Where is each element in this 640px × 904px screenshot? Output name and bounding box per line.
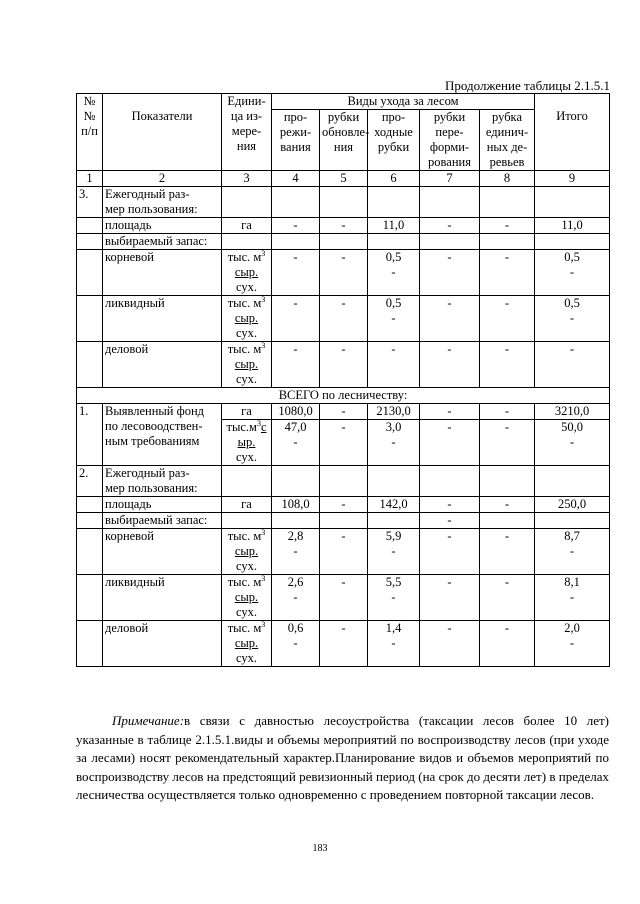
total-forestry-row: ВСЕГО по лесничеству: — [77, 388, 610, 404]
unit-cubic: тыс. $м^3$ сыр. сух. — [222, 529, 272, 575]
header-col5: рубки обновле- ния — [320, 110, 368, 171]
note-label: Примечание: — [112, 713, 185, 728]
header-row — [77, 94, 610, 110]
header-unit: Едини- ца из- мере- ния — [222, 94, 272, 171]
table-row: 1. Выявленный фонд по лесовоодствен- ным требованиям га 1080,0 - 2130,0 - - 3210,0 — [77, 404, 610, 420]
table-row: выбираемый запас: - — [77, 513, 610, 529]
table-row: ликвидный тыс. $м^3$ сыр. сух. 2,6 - - 5,5 - - - 8,1 - — [77, 575, 610, 621]
unit-cubic: тыс. $м^3$ сыр. сух. — [222, 296, 272, 342]
unit-cubic: тыс. $м^3$ сыр. сух. — [222, 621, 272, 667]
table-row: деловой тыс. $м^3$ сыр. сух. - - - - - - — [77, 342, 610, 388]
table-row: 3. Ежегодный раз- мер пользования: — [77, 187, 610, 218]
note-text: в связи с давностью лесоустройства (таксации лесов более 10 лет) указанные в таблице 2.1.5.1.виды и объемы мероприятий по воспроизводству лесов (при уходе за лесами) носят рекомендательный характер.Планирование видов и объемов мероприятий по воспроизводству лесов на предстоящий ревизионный период (на срок до десяти лет) в пределах лесничества осуществляется только одновременно с проведением повторной таксации лесов. — [76, 713, 609, 802]
table-row: ликвидный тыс. $м^3$ сыр. сух. - - 0,5 - - - 0,5 - — [77, 296, 610, 342]
table-row: 2. Ежегодный раз- мер пользования: — [77, 466, 610, 497]
header-col7: рубки пере- форми- рования — [420, 110, 480, 171]
table-note — [76, 712, 609, 805]
table-row: $тыс.м^3с$ ыр. сух. 47,0 - - 3,0 - - - 50,0 - — [77, 420, 610, 466]
table-row: корневой тыс. $м^3$ сыр. сух. - - 0,5 - - - 0,5 - — [77, 250, 610, 296]
table-row: выбираемый запас: — [77, 234, 610, 250]
unit-cubic-compact: $тыс.м^3с$ ыр. сух. — [222, 420, 272, 466]
unit-cubic: тыс. $м^3$ сыр. сух. — [222, 342, 272, 388]
page-number: 183 — [312, 843, 328, 854]
unit-cubic: тыс. $м^3$ сыр. сух. — [222, 250, 272, 296]
header-col6: про- ходные рубки — [368, 110, 420, 171]
header-col4: про- режи- вания — [272, 110, 320, 171]
table-caption: Продолжение таблицы 2.1.5.1 — [445, 78, 610, 93]
unit-cubic: тыс. $м^3$ сыр. сух. — [222, 575, 272, 621]
table-row: площадь га 108,0 - 142,0 - - 250,0 — [77, 497, 610, 513]
header-col8: рубка единич- ных де- ревьев — [480, 110, 535, 171]
table-row: корневой тыс. $м^3$ сыр. сух. 2,8 - - 5,9 - - - 8,7 - — [77, 529, 610, 575]
column-number-row: 1 2 3 4 5 6 7 8 9 — [77, 171, 610, 187]
table-row: деловой тыс. $м^3$ сыр. сух. 0,6 - - 1,4 - - - 2,0 - — [77, 621, 610, 667]
header-total: Итого — [535, 94, 610, 171]
header-num: № № п/п — [77, 94, 103, 171]
forest-care-table — [76, 93, 610, 667]
header-care-types: Виды ухода за лесом — [272, 94, 535, 110]
table-row: площадь га - - 11,0 - - 11,0 — [77, 218, 610, 234]
header-indicators: Показатели — [103, 94, 222, 171]
